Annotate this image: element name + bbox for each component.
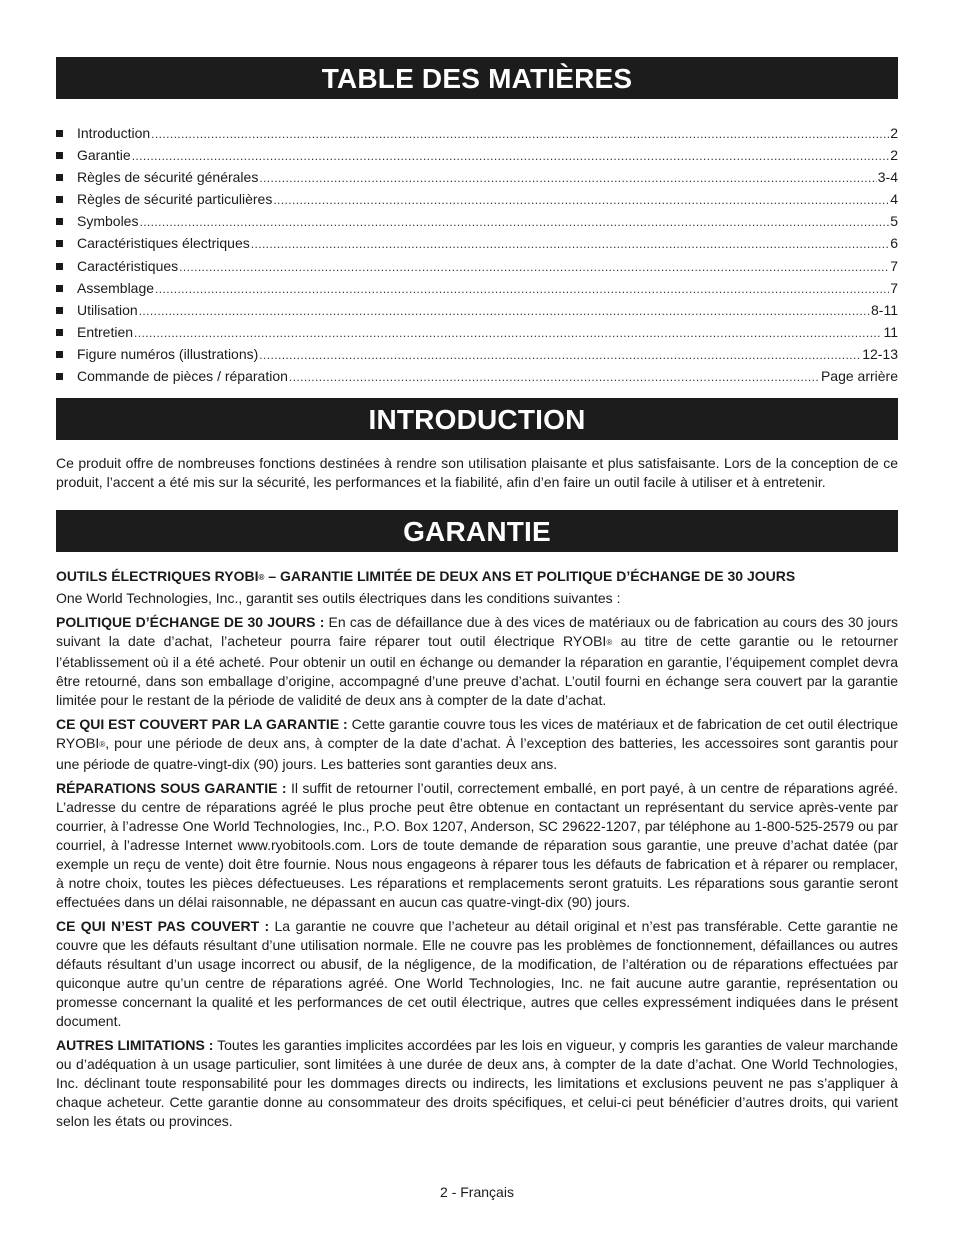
introduction-text: Ce produit offre de nombreuses fonctions destinées à rendre son utilisation plaisante et plus satisfaisante. Lors de la conception de ce produit, l’accent a été mis sur la sécurité, les performances et la fiabilité, afin d’en faire un outil facile à utiliser et à entretenir. [56, 455, 898, 491]
toc-item-page: 6 [890, 235, 898, 252]
echange-text-b: au titre de cette garantie ou le retourner l’établissement où il a été acheté. Pour obtenir un outil en échange ou demander la réparation en garantie, l’équipement complet devra être retourné, dans son emballage d’origine, accompagné d’une preuve d’achat. L’outil fourni en échange sera couvert par la garantie limitée pour le restant de la période de validité de deux ans à compter de la date d’achat. [56, 633, 898, 709]
toc-item-page: 5 [890, 213, 898, 230]
toc-item-label: Garantie [77, 147, 131, 164]
limitations-section [56, 1036, 898, 1131]
toc-item[interactable] [56, 365, 898, 387]
non-couvert-label: CE QUI N’EST PAS COUVERT : [56, 918, 270, 935]
dot-leader [139, 300, 870, 322]
dot-leader [134, 322, 882, 344]
limitations-label: AUTRES LIMITATIONS : [56, 1037, 214, 1054]
square-bullet-icon [56, 218, 63, 225]
dot-leader [132, 145, 890, 167]
toc-item-page: 11 [883, 323, 898, 340]
toc-item-label: Caractéristiques [77, 257, 179, 274]
document-page [56, 0, 898, 1131]
square-bullet-icon [56, 130, 63, 137]
dot-leader [289, 366, 820, 388]
garantie-heading-part-b: – GARANTIE LIMITÉE DE DEUX ANS ET POLITIQUE D’ÉCHANGE DE 30 JOURS [264, 568, 796, 585]
square-bullet-icon [56, 373, 63, 380]
registered-mark: ® [258, 573, 265, 583]
toc-item-label: Entretien [77, 323, 134, 340]
toc-item-page: 2 [890, 147, 898, 164]
square-bullet-icon [56, 174, 63, 181]
dot-leader [151, 123, 889, 145]
toc-item-label: Assemblage [77, 279, 155, 296]
dot-leader [155, 278, 889, 300]
square-bullet-icon [56, 152, 63, 159]
toc-item[interactable] [56, 343, 898, 365]
toc-item-label: Figure numéros (illustrations) [77, 345, 259, 362]
toc-item-page: 7 [890, 257, 898, 274]
toc-item[interactable] [56, 122, 898, 144]
table-of-contents [56, 122, 898, 387]
toc-item-page: 7 [890, 279, 898, 296]
toc-item[interactable] [56, 321, 898, 343]
limitations-text: Toutes les garanties implicites accordées par les lois en vigueur, y compris les garanties de valeur marchande ou d’adéquation à un usage particulier, sont limitées à une durée de deux ans, à compter de la date d’achat. One World Technologies, Inc. déclinant toute responsabilité pour les dommages directs ou indirects, les limitations et exclusions peuvent ne pas s’appliquer à chaque acheteur. Cette garantie donne au consommateur des droits spécifiques, et celui-ci peut bénéficier d’autres droits, qui varient selon les états ou provinces. [56, 1037, 898, 1130]
toc-item[interactable] [56, 210, 898, 232]
toc-item-page: 2 [890, 125, 898, 141]
reparations-section [56, 779, 898, 912]
square-bullet-icon [56, 307, 63, 314]
toc-item-label: Symboles [77, 213, 139, 230]
couvert-section [56, 715, 898, 774]
toc-item-label: Introduction [77, 125, 151, 141]
toc-item[interactable] [56, 299, 898, 321]
dot-leader [139, 211, 889, 233]
toc-item-label: Règles de sécurité générales [77, 169, 259, 186]
toc-item[interactable] [56, 232, 898, 254]
toc-item-page: 4 [890, 191, 898, 208]
toc-item[interactable] [56, 188, 898, 210]
toc-item[interactable] [56, 255, 898, 277]
garantie-heading [56, 567, 898, 588]
toc-title: TABLE DES MATIÈRES [56, 57, 898, 99]
registered-mark: ® [99, 740, 106, 750]
toc-item-page: 12-13 [862, 345, 898, 362]
toc-item[interactable] [56, 277, 898, 299]
dot-leader [273, 189, 889, 211]
dot-leader [179, 256, 889, 278]
introduction-title: INTRODUCTION [56, 398, 898, 440]
toc-item-page: Page arrière [820, 368, 898, 385]
non-couvert-section [56, 917, 898, 1031]
garantie-heading-part-a: OUTILS ÉLECTRIQUES RYOBI [56, 568, 259, 585]
toc-item[interactable] [56, 166, 898, 188]
square-bullet-icon [56, 263, 63, 270]
square-bullet-icon [56, 240, 63, 247]
garantie-title: GARANTIE [56, 510, 898, 552]
non-couvert-text: La garantie ne couvre que l’acheteur au détail original et n’est pas transférable. Cette garantie ne couvre que les défauts résultant d’une utilisation normale. Elle ne couvre pas les problèmes de fonctionnement, défaillances ou autres défauts résultant d’un usage incorrect ou abusif, de la négligence, de la modification, de l’altération ou de réparations effectuées par quiconque autre qu’un centre de réparations agréé. One World Technologies, Inc. ne fait aucune autre garantie, représentation ou promesse concernant la qualité et les performances de cet outil électrique, autres que celles expressément indiquées dans le présent document. [56, 918, 899, 1030]
page-footer: 2 - Français [440, 1184, 514, 1200]
dot-leader [251, 233, 889, 255]
couvert-text-b: , pour une période de deux ans, à compter de la date d’achat. À l’exception des batteries, les accessoires sont garantis pour une période de quatre-vingt-dix (90) jours. Les batteries sont garanties deux ans. [56, 735, 898, 773]
reparations-text: Il suffit de retourner l’outil, correctement emballé, en port payé, à un centre de réparations agréé. L’adresse du centre de réparations agréé le plus proche peut être obtenue en contactant un représentant du service après-vente par courrier, à l’adresse One World Technologies, Inc., P.O. Box 1207, Anderson, SC 29622-1207, par téléphone au 1-800-525-2579 ou par courriel, à l’adresse Internet www.ryobitools.com. Lors de toute demande de réparation sous garantie, une preuve d’achat datée (par exemple un reçu de vente) doit être fournie. Nous nous engageons à réparer tous les défauts de fabrication et à réparer ou remplacer, à notre choix, toutes les pièces défectueuses. Les réparations et remplacements seront gratuits. Les réparations sous garantie seront effectuées dans un délai raisonnable, ne dépassant en aucun cas quatre-vingt-dix (90) jours. [56, 780, 898, 911]
dot-leader [259, 167, 876, 189]
echange-text-a: En cas de défaillance due à des vices de matériaux ou de fabrication au cours des 30 jours suivant la date d’achat, l’acheteur pourra faire réparer tout outil électrique RYOBI [56, 614, 898, 650]
reparations-label: RÉPARATIONS SOUS GARANTIE : [56, 780, 287, 797]
toc-item-page: 3-4 [877, 169, 898, 186]
couvert-text-a: Cette garantie couvre tous les vices de matériaux et de fabrication de cet outil électrique RYOBI [56, 716, 898, 752]
toc-item[interactable] [56, 144, 898, 166]
square-bullet-icon [56, 329, 63, 336]
registered-mark: ® [606, 638, 613, 648]
toc-item-page: 8-11 [871, 301, 898, 318]
couvert-label: CE QUI EST COUVERT PAR LA GARANTIE : [56, 716, 348, 733]
square-bullet-icon [56, 351, 63, 358]
toc-item-label: Commande de pièces / réparation [77, 368, 288, 385]
dot-leader [259, 344, 861, 366]
echange-section [56, 613, 898, 710]
square-bullet-icon [56, 285, 63, 292]
toc-item-label: Caractéristiques électriques [77, 235, 250, 252]
toc-item-label: Utilisation [77, 301, 138, 318]
echange-label: POLITIQUE D’ÉCHANGE DE 30 JOURS : [56, 614, 325, 631]
square-bullet-icon [56, 196, 63, 203]
toc-item-label: Règles de sécurité particulières [77, 191, 273, 208]
garantie-intro-text: One World Technologies, Inc., garantit ses outils électriques dans les conditions suivantes : [56, 590, 621, 607]
